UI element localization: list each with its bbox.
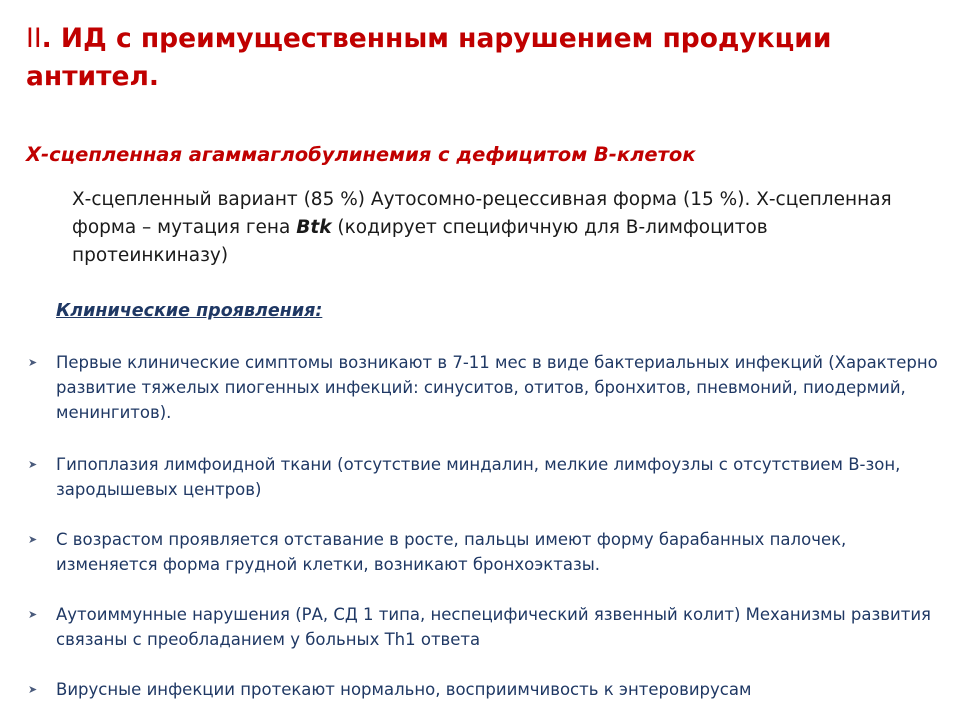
intro-paragraph [62,186,902,270]
arrowhead-bullet-icon: ➤ [28,683,38,696]
arrowhead-bullet-icon: ➤ [28,533,38,546]
intro-text-1: Х-сцепленный вариант (85 %) Аутосомно-рецессивная форма (15 %). Х-сцепленная форма – мутация гена [72,189,892,238]
clinical-heading: Клинические проявления: [56,301,323,321]
title-numeral: II [26,23,42,54]
clinical-list [0,350,940,702]
list-item [0,602,940,652]
gene-name: Btk [296,217,332,238]
list-item-text: Аутоиммунные нарушения (РА, СД 1 типа, неспецифический язвенный колит) Механизмы развития связаны с преобладанием у больных Th1 ответа [56,605,931,649]
list-item-text: Первые клинические симптомы возникают в 7-11 мес в виде бактериальных инфекций (Характерно развитие тяжелых пиогенных инфекций: синуситов, отитов, бронхитов, пневмоний, пиодермий, менингитов). [56,353,938,422]
list-item-text: Вирусные инфекции протекают нормально, восприимчивость к энтеровирусам [56,680,752,699]
list-item [0,527,940,577]
list-item [0,677,940,702]
arrowhead-bullet-icon: ➤ [28,458,38,471]
list-item [0,350,940,425]
arrowhead-bullet-icon: ➤ [28,356,38,369]
list-item-text: Гипоплазия лимфоидной ткани (отсутствие миндалин, мелкие лимфоузлы с отсутствием В-зон, зародышевых центров) [56,455,901,499]
arrowhead-bullet-icon: ➤ [28,608,38,621]
slide-title [26,20,946,96]
list-item-text: С возрастом проявляется отставание в росте, пальцы имеют форму барабанных палочек, изменяется форма грудной клетки, возникают бронхоэктазы. [56,530,847,574]
list-item [0,452,940,502]
title-text: . ИД с преимущественным нарушением продукции антител. [26,23,832,92]
intro-text-2: (кодирует специфичную для В-лимфоцитов протеинкиназу) [72,217,768,266]
section-subtitle: Х-сцепленная агаммаглобулинемия с дефицитом В-клеток [26,143,696,166]
